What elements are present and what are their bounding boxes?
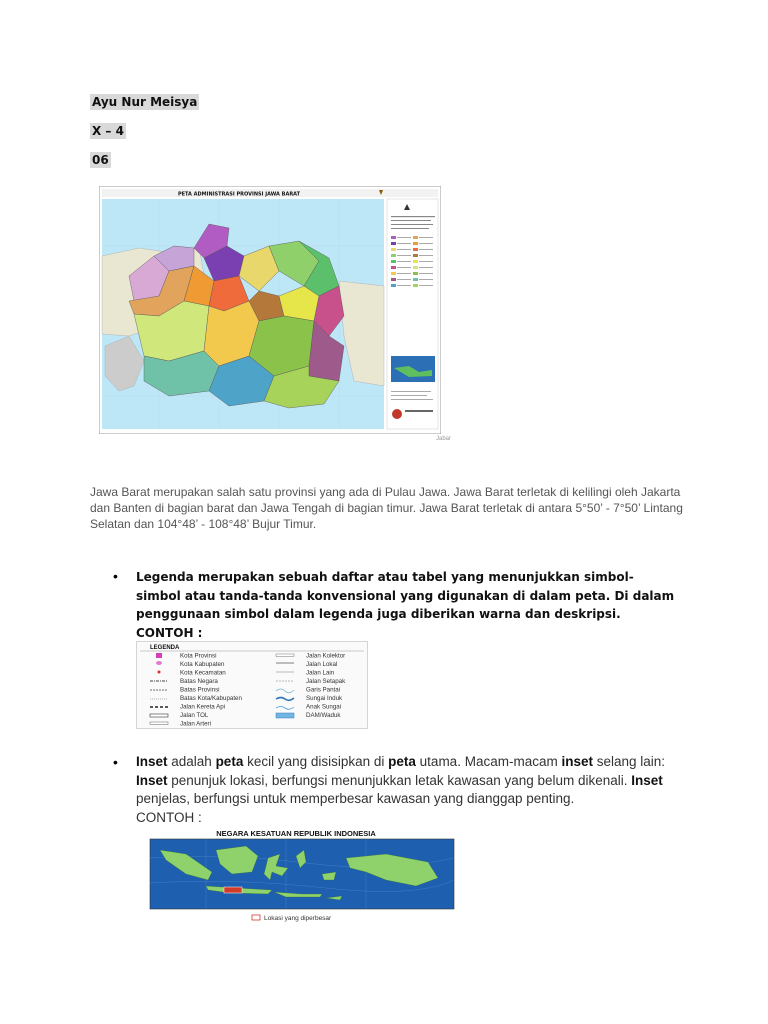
inset-text-4: selang lain: — [592, 754, 666, 769]
legend-left-4: Batas Provinsi — [180, 686, 220, 694]
inset-text-3: utama. Macam-macam — [415, 754, 562, 769]
bullet-legenda: • — [113, 568, 118, 584]
inset-text-6: penjelas, berfungsi untuk memperbesar kawasan yang dianggap penting. — [136, 791, 575, 806]
jalan-kolektor-symbol — [276, 654, 294, 656]
legend-right-5: Sungai Induk — [306, 695, 343, 702]
student-number: 06 — [92, 153, 109, 167]
legend-left-2: Kota Kecamatan — [180, 669, 226, 677]
location-legend-symbol — [252, 915, 260, 920]
inset-keyword: Inset — [631, 772, 663, 788]
legend-left-1: Kota Kabupaten — [180, 661, 225, 668]
peta-keyword: peta — [388, 754, 416, 769]
kota-kecamatan-symbol — [158, 671, 161, 674]
kota-provinsi-symbol — [156, 653, 162, 658]
inset-text-5: penunjuk lokasi, berfungsi menunjukkan letak kawasan yang belum dikenali. — [167, 772, 632, 788]
legend-right-3: Jalan Setapak — [306, 678, 346, 685]
map-title: PETA ADMINISTRASI PROVINSI JAWA BARAT — [177, 191, 301, 198]
legend-right-7: DAM/Waduk — [306, 712, 341, 719]
inset-keyword: inset — [561, 754, 593, 769]
legend-example — [136, 641, 368, 729]
legend-left-6: Jalan Kereta Api — [180, 703, 226, 711]
inset-map-caption: Lokasi yang diperbesar — [264, 915, 332, 922]
bullet-inset: • — [113, 754, 118, 770]
west-java-admin-map — [99, 186, 441, 434]
inset-text-1: adalah — [167, 754, 216, 769]
inset-text-2: kecil yang disisipkan di — [243, 754, 389, 769]
inset-contoh-label: CONTOH : — [136, 809, 202, 825]
inset-map-title: NEGARA KESATUAN REPUBLIK INDONESIA — [216, 829, 376, 838]
legenda-description: Legenda merupakan sebuah daftar atau tabel yang menunjukkan simbol-simbol atau tanda-tanda konvensional yang digunakan di dalam peta. Di dalam penggunaan simbol dalam legenda juga diberikan warna dan deskripsi. — [136, 570, 675, 621]
legenda-contoh-label: CONTOH : — [136, 625, 203, 640]
legend-right-4: Garis Pantai — [306, 686, 341, 694]
kota-kabupaten-symbol — [156, 661, 162, 665]
jalan-arteri-symbol — [150, 722, 168, 724]
map-credit: Jabar — [436, 436, 452, 442]
description-paragraph: Jawa Barat merupakan salah satu provinsi yang ada di Pulau Jawa. Jawa Barat terletak di kelilingi oleh Jakarta dan Banten di bagian barat dan Jawa Tengah di bagian timur. Jawa Barat terletak di antara 5°50’ - 7°50’ Lintang Selatan dan 104°48’ - 108°48’ Bujur Timur. — [90, 485, 683, 531]
legend-left-0: Kota Provinsi — [180, 652, 217, 660]
legend-left-8: Jalan Arteri — [180, 720, 211, 728]
dam-waduk-symbol — [276, 713, 294, 718]
inset-keyword: Inset — [136, 772, 168, 788]
legend-right-1: Jalan Lokal — [306, 661, 338, 668]
legend-right-2: Jalan Lain — [306, 669, 335, 677]
legend-left-3: Batas Negara — [180, 678, 218, 685]
legenda-paragraph — [136, 568, 676, 642]
legend-left-5: Batas Kota/Kabupaten — [180, 695, 242, 702]
legend-left-7: Jalan TOL — [180, 712, 209, 719]
legend-title: LEGENDA — [150, 645, 180, 651]
inset-paragraph — [136, 753, 696, 827]
class-label: X – 4 — [92, 124, 124, 138]
indonesia-inset-map — [146, 828, 458, 924]
legend-right-0: Jalan Kolektor — [306, 652, 346, 660]
highlighted-location — [224, 887, 242, 893]
author-name: Ayu Nur Meisya — [92, 95, 198, 109]
peta-keyword: peta — [215, 754, 244, 769]
inset-keyword: Inset — [136, 754, 168, 769]
legend-right-6: Anak Sungai — [306, 703, 342, 711]
jalan-tol-symbol — [150, 714, 168, 717]
